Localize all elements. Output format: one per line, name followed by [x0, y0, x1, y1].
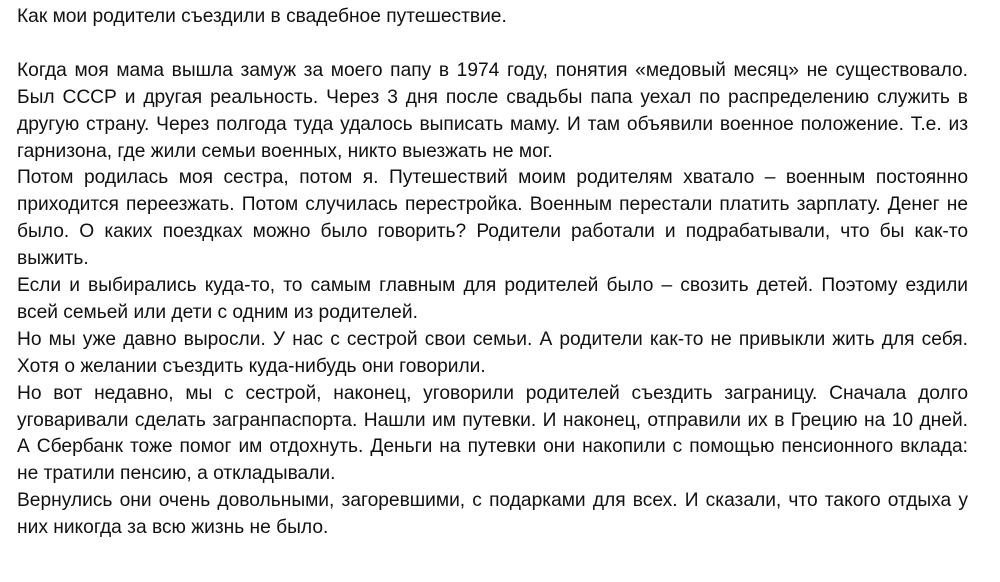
document-page — [17, 4, 968, 542]
paragraph-6: Вернулись они очень довольными, загоревшими, с подарками для всех. И сказали, что такого отдыха у них никогда за всю жизнь не было. — [17, 490, 968, 539]
paragraph-3: Если и выбирались куда-то, то самым главным для родителей было – свозить детей. Поэтому ездили всей семьей или дети с одним из родителей. — [17, 275, 968, 323]
blank-line — [17, 31, 968, 58]
paragraph-4: Но мы уже давно выросли. У нас с сестрой свои семьи. А родители как-то не привыкли жить для себя. Хотя о желании съездить куда-нибудь они говорили. — [17, 328, 968, 377]
document-title: Как мои родители съездили в свадебное путешествие. — [17, 6, 507, 27]
paragraph-2: Потом родилась моя сестра, потом я. Путешествий моим родителям хватало – военным постоянно приходится переезжать. Потом случилась перестройка. Военным перестали платить зарплату. Денег не было. О каких поездках можно было говорить? Родители работали и подрабатывали, что бы как-то выжить. — [17, 167, 968, 270]
paragraph-1: Когда моя мама вышла замуж за моего папу в 1974 году, понятия «медовый месяц» не существовало. Был СССР и другая реальность. Через 3 дня после свадьбы папа уехал по распределению служить в другую страну. Через полгода туда удалось выписать маму. И там объявили военное положение. Т.е. из гарнизона, где жили семьи военных, никто выезжать не мог. — [17, 59, 968, 162]
paragraph-5: Но вот недавно, мы с сестрой, наконец, уговорили родителей съездить заграницу. Сначала долго уговаривали сделать загранпаспорта. Нашли им путевки. И наконец, отправили их в Грецию на 10 дней. А Сбербанк тоже помог им отдохнуть. Деньги на путевки они накопили с помощью пенсионного вклада: не тратили пенсию, а откладывали. — [17, 382, 968, 485]
